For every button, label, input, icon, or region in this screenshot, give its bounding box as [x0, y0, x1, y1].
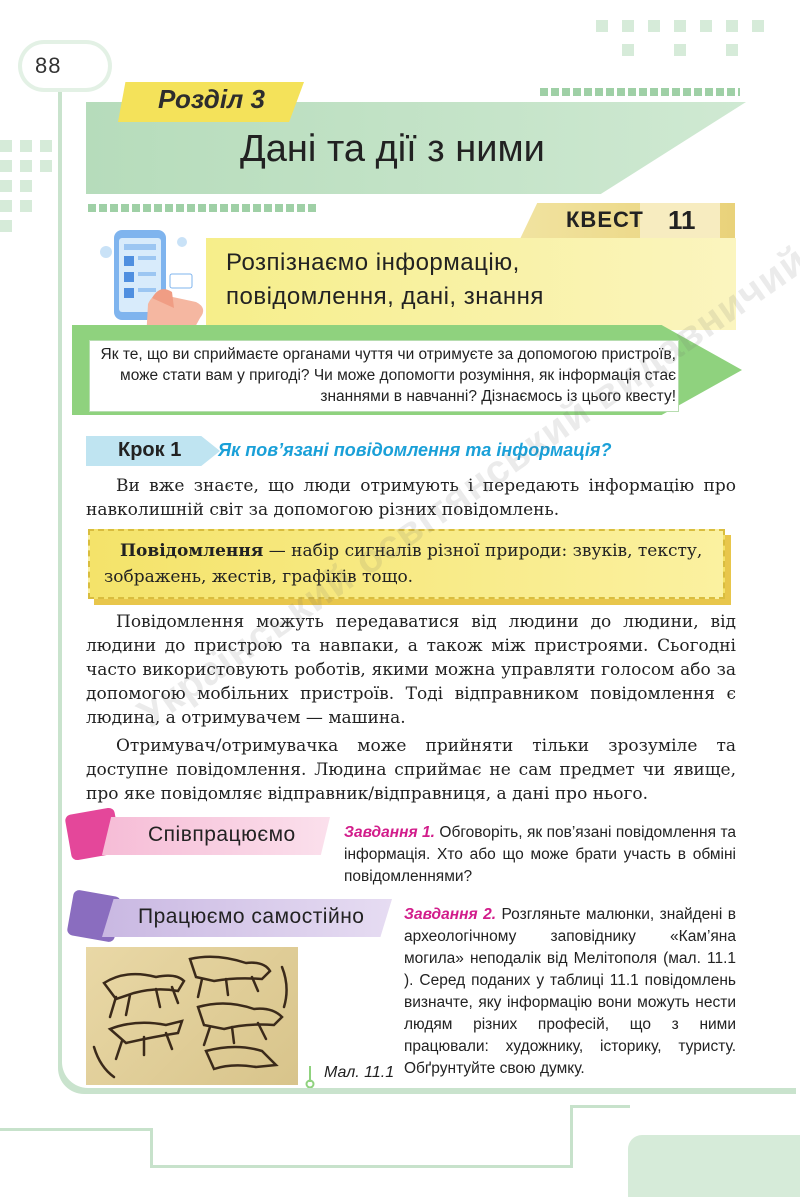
paragraph-receiver: Отримувач/отримувачка може прийняти тільки зрозуміле та доступне повідомлення. Людина сприймає не сам предмет чи явище, про яке повідомляє відправник/відправниця, а дані про нього. [86, 736, 736, 804]
figure-caption: Мал. 11.1 [324, 1064, 395, 1081]
cooperate-label: Співпрацюємо [148, 823, 296, 846]
quest-title [226, 246, 544, 314]
smartphone-hand-icon [96, 222, 214, 340]
task2-block [404, 904, 736, 1080]
task2-text: Розгляньте малюнки, знайдені в археологічному заповіднику «Кам’яна могила» неподалік від Мелітополя (мал. 11.1 ). Серед поданих у таблиці 11.1 повідомлень визначте, яку інформацію вони можуть нести людям різних професій, що з ними працювали: художнику, історику, туристу. Обґрунтуйте свою думку. [404, 906, 736, 1077]
step-label: Крок 1 [118, 439, 182, 461]
quest-label: КВЕСТ [566, 207, 644, 232]
chapter-title: Дані та дії з ними [240, 128, 545, 170]
chapter-tag-label: Розділ 3 [158, 84, 265, 114]
definition-term: Повідомлення [120, 541, 264, 561]
watermark: Український освітянський видавничий [130, 237, 800, 737]
step-question: Як пов’язані повідомлення та інформація? [218, 440, 612, 460]
dash-decoration [88, 204, 318, 212]
task1-first [344, 822, 736, 888]
cave-drawing-image [86, 947, 298, 1085]
definition-text: — набір сигналів різної природи: звуків, тексту, зображень, жестів, графіків тощо. [104, 541, 703, 587]
caption-marker-icon [305, 1066, 315, 1088]
dash-decoration [540, 88, 740, 96]
paragraph-intro: Ви вже знаєте, що люди отримують і передають інформацію про навколишній світ за допомогою різних повідомлень. [86, 476, 736, 520]
task2-lead: Завдання 2. [404, 906, 497, 923]
paragraph-messages: Повідомлення можуть передаватися від людини до людини, від людини до пристрою та навпаки, а також між пристроями. Сьогодні часто використовують роботів, якими можна управляти голосом або за допомогою мобільних пристроїв. Тоді відправником повідомлення є людина, а отримувачем — машина. [86, 612, 736, 728]
task1-lead: Завдання 1. [344, 824, 435, 841]
cave-drawing-figures [86, 947, 298, 1085]
quest-number: 11 [668, 205, 696, 235]
quest-title-line1: Розпізнаємо інформацію, [226, 249, 520, 276]
quest-intro: Як те, що ви сприймаєте органами чуття чи отримуєте за допомогою пристроїв, може стати вам у пригоді? Чи може допомогти розуміння, як інформація стає знаннями в навчанні? Дізнаємось із цього квесту! [100, 346, 676, 405]
quest-title-line2: повідомлення, дані, знання [226, 283, 544, 310]
independent-label: Працюємо самостійно [138, 905, 365, 928]
page-number: 88 [35, 53, 62, 78]
task1-text: Обговоріть, як пов’язані повідомлення та інформація. Хто або що може брати участь в обміні повідомленнями? [344, 824, 736, 885]
